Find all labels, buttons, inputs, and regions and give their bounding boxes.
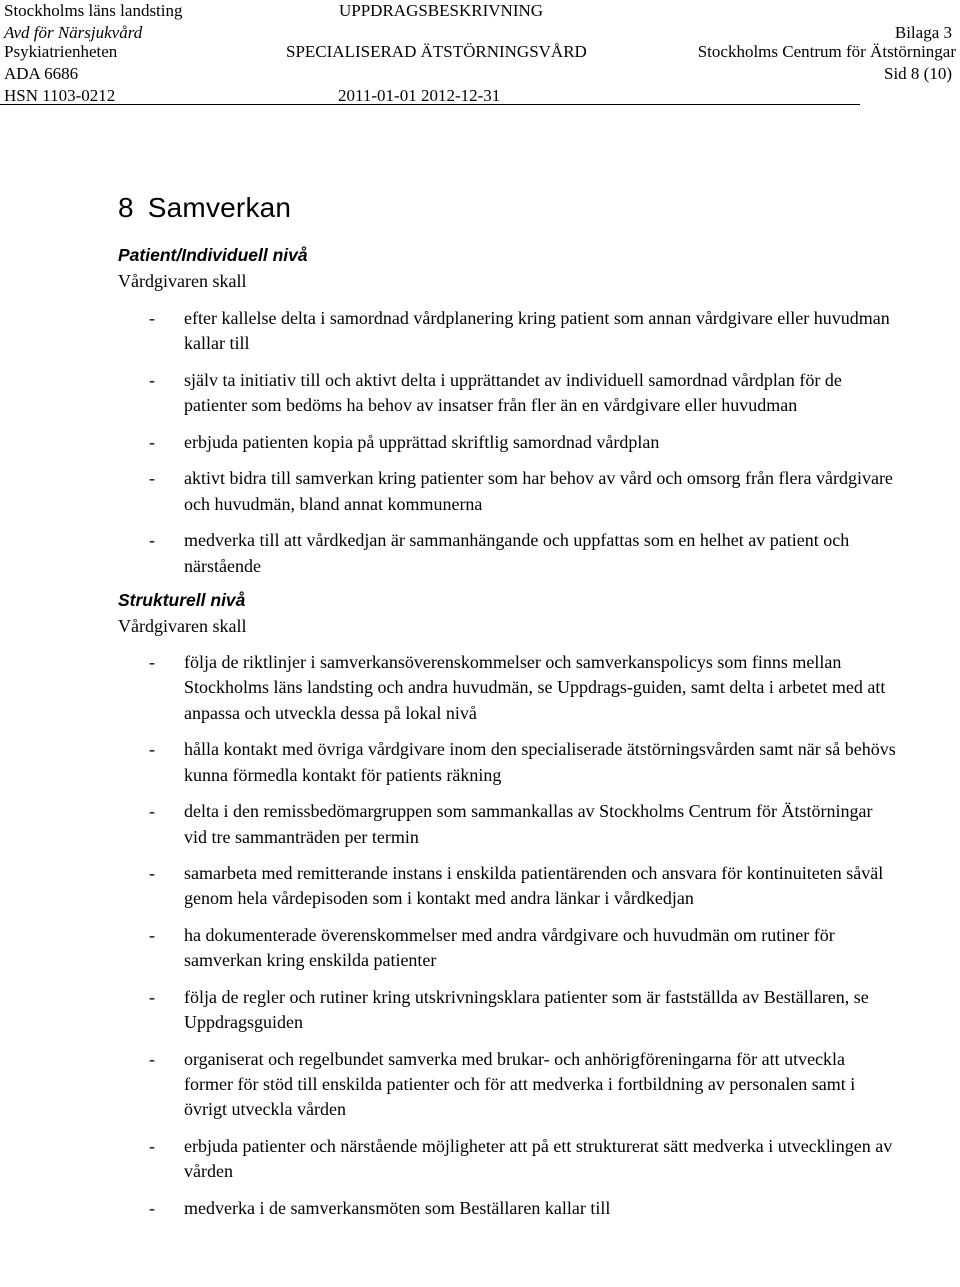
list-item xyxy=(118,650,898,726)
list-item xyxy=(118,985,898,1036)
list-dash: - xyxy=(149,925,155,946)
structural-level-intro: Vårdgivaren skall xyxy=(118,616,247,637)
list-dash: - xyxy=(149,530,155,551)
list-dash: - xyxy=(149,986,155,1007)
list-item-text: själv ta initiativ till och aktivt delta i upprättandet av individuell samordnad vårdplan för de patienter som bedöms ha behov av insatser från fler än en vårdgivare eller huvudman xyxy=(184,369,842,416)
list-item xyxy=(118,466,898,517)
list-item-text: samarbeta med remitterande instans i enskilda patientärenden och ansvara för kontinuiteten såväl genom hela vårdepisoden som i kontakt med andra länkar i vårdkedjan xyxy=(184,863,884,909)
section-title: Samverkan xyxy=(147,192,292,223)
structural-level-list xyxy=(118,650,898,1221)
header-period: 2011-01-01 2012-12-31 xyxy=(338,86,501,105)
list-dash: - xyxy=(149,652,155,673)
header-doc-type: UPPDRAGSBESKRIVNING xyxy=(339,1,544,20)
list-dash: - xyxy=(149,1197,155,1218)
section-heading xyxy=(118,190,898,244)
list-dash: - xyxy=(149,739,155,760)
header-subject: SPECIALISERAD ÄTSTÖRNINGSVÅRD xyxy=(286,42,587,61)
individual-level-heading: Patient/Individuell nivå xyxy=(118,245,308,265)
header-hsn: HSN 1103-0212 xyxy=(4,86,116,105)
list-item-text: följa de riktlinjer i samverkansöverenskommelser och samverkanspolicys som finns mellan Stockholms läns landsting och andra huvudmän, se Uppdrags-guiden, samt delta i arbetet med att anpassa och utveckla dessa på lokal nivå xyxy=(184,652,886,723)
list-item-text: hålla kontakt med övriga vårdgivare inom den specialiserade ätstörningsvården samt när så behövs kunna förmedla kontakt för patients räkning xyxy=(184,739,896,785)
individual-level-list xyxy=(118,306,898,579)
header-doc-id: ADA 6686 xyxy=(4,64,79,83)
header-provider: Stockholms Centrum för Ätstörningar xyxy=(697,42,956,61)
list-dash: - xyxy=(149,1135,155,1156)
list-item xyxy=(118,430,898,455)
header-appendix: Bilaga 3 xyxy=(894,23,952,42)
page-header xyxy=(0,0,960,110)
list-item xyxy=(118,861,898,912)
header-page-number: Sid 8 (10) xyxy=(884,64,952,83)
header-department: Psykiatrienheten xyxy=(4,42,118,61)
list-dash: - xyxy=(149,308,155,328)
list-dash: - xyxy=(149,1048,155,1069)
list-item xyxy=(118,799,898,850)
list-item xyxy=(118,528,898,579)
list-dash: - xyxy=(149,801,155,822)
individual-level-intro: Vårdgivaren skall xyxy=(118,271,247,291)
list-item xyxy=(118,1196,898,1221)
list-item-text: erbjuda patienter och närstående möjligheter att på ett strukturerat sätt medverka i utvecklingen av vården xyxy=(184,1135,893,1182)
header-rule xyxy=(0,104,860,105)
structural-level-heading: Strukturell nivå xyxy=(118,590,246,611)
list-item-text: aktivt bidra till samverkan kring patienter som har behov av vård och omsorg från flera vårdgivare och huvudmän, bland annat kommunerna xyxy=(184,468,893,514)
list-item xyxy=(118,923,898,974)
header-unit: Avd för Närsjukvård xyxy=(4,23,143,42)
list-dash: - xyxy=(149,369,155,390)
list-item-text: medverka till att vårdkedjan är sammanhängande och uppfattas som en helhet av patient och närstående xyxy=(184,530,850,576)
list-dash: - xyxy=(149,863,155,884)
list-item xyxy=(118,1134,898,1185)
structural-level-section xyxy=(118,589,898,1221)
header-org: Stockholms läns landsting xyxy=(4,1,183,20)
list-item-text: organiserat och regelbundet samverka med brukar- och anhörigföreningarna för att utveckla former för stöd till enskilda patienter och för att medverka i fortbildning av personalen samt i övrigt utveckla vården xyxy=(184,1048,856,1120)
list-item-text: erbjuda patienten kopia på upprättad skriftlig samordnad vårdplan xyxy=(184,431,660,452)
section-number: 8 xyxy=(118,192,134,223)
list-item xyxy=(118,306,898,357)
list-item-text: medverka i de samverkansmöten som Beställaren kallar till xyxy=(184,1197,611,1218)
list-dash: - xyxy=(149,431,155,452)
main-content xyxy=(118,190,898,1232)
list-item-text: ha dokumenterade överenskommelser med andra vårdgivare och huvudmän om rutiner för samverkan kring enskilda patienter xyxy=(184,925,835,971)
list-item-text: följa de regler och rutiner kring utskrivningsklara patienter som är fastställda av Beställaren, se Uppdragsguiden xyxy=(184,986,869,1033)
list-item xyxy=(118,1047,898,1123)
list-dash: - xyxy=(149,468,155,489)
list-item-text: delta i den remissbedömargruppen som sammankallas av Stockholms Centrum för Ätstörningar vid tre sammanträden per termin xyxy=(184,801,873,847)
list-item xyxy=(118,737,898,788)
individual-level-section xyxy=(118,244,898,579)
list-item xyxy=(118,368,898,419)
list-item-text: efter kallelse delta i samordnad vårdplanering kring patient som annan vårdgivare eller huvudman kallar till xyxy=(184,308,890,354)
